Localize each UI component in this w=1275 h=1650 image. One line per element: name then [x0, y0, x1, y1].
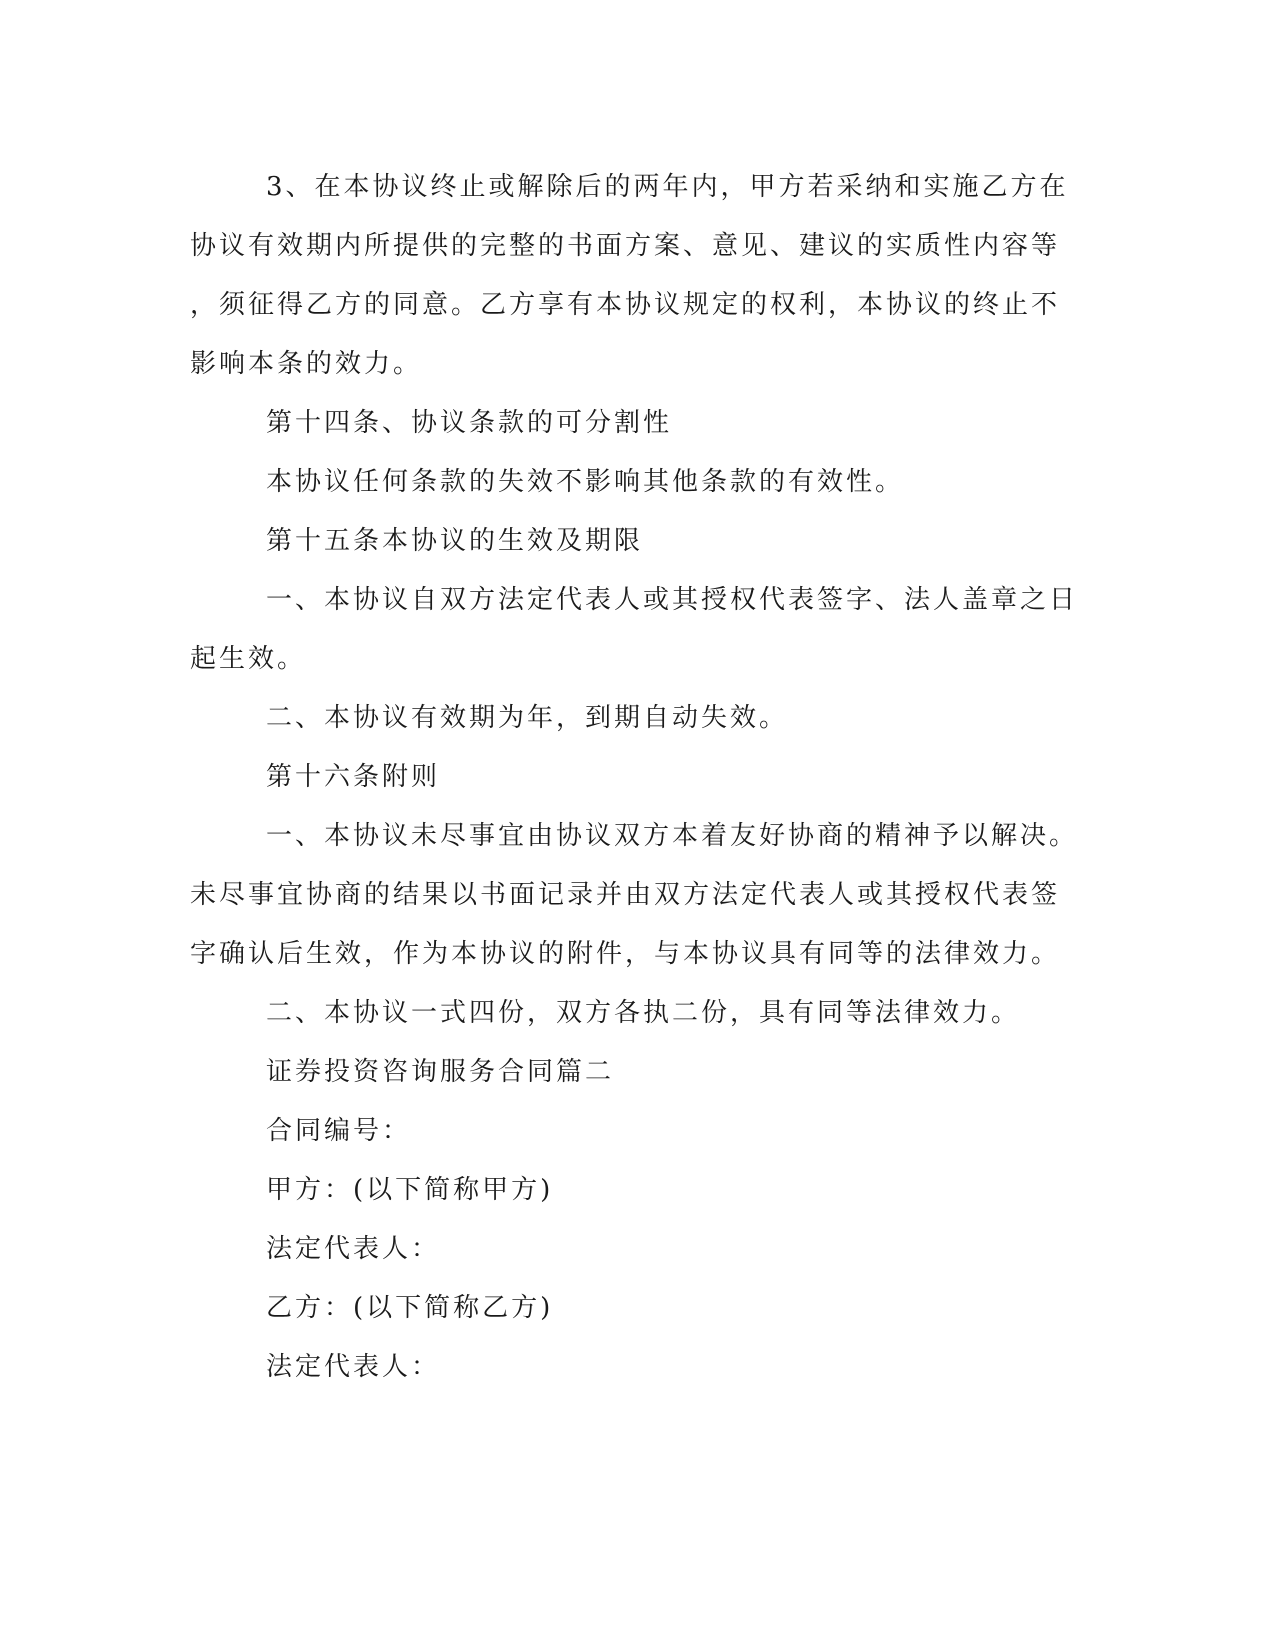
text-line: 第十五条本协议的生效及期限 [266, 526, 644, 556]
field-contract-number [190, 1102, 1080, 1161]
text-line: 证券投资咨询服务合同篇二 [266, 1057, 615, 1087]
text-line: 合同编号： [266, 1116, 412, 1146]
text-line: 字确认后生效，作为本协议的附件，与本协议具有同等的法律效力。 [190, 939, 1061, 969]
text-line: 起生效。 [190, 644, 307, 674]
text-line: 一、本协议自双方法定代表人或其授权代表签字、法人盖章之日 [266, 585, 1079, 615]
text-line: 协议有效期内所提供的完整的书面方案、意见、建议的实质性内容等 [190, 231, 1061, 261]
paragraph-article-15-2 [190, 689, 1080, 748]
text-line: 法定代表人： [266, 1234, 441, 1264]
text-line: 二、本协议一式四份，双方各执二份，具有同等法律效力。 [266, 998, 1021, 1028]
text-line: 本协议任何条款的失效不影响其他条款的有效性。 [266, 467, 905, 497]
text-line: 影响本条的效力。 [190, 349, 423, 379]
field-party-b [190, 1279, 1080, 1338]
heading-contract-part-2 [190, 1043, 1080, 1102]
text-line: ，须征得乙方的同意。乙方享有本协议规定的权利，本协议的终止不 [190, 290, 1061, 320]
field-party-b-legal-rep [190, 1338, 1080, 1397]
heading-article-15 [190, 512, 1080, 571]
text-line: 3、在本协议终止或解除后的两年内，甲方若采纳和实施乙方在 [266, 172, 1069, 202]
text-line: 乙方：(以下简称乙方) [266, 1293, 554, 1323]
paragraph-clause-13-3 [190, 158, 1080, 394]
text-line: 法定代表人： [266, 1352, 441, 1382]
text-line: 一、本协议未尽事宜由协议双方本着友好协商的精神予以解决。 [266, 821, 1079, 851]
text-line: 第十六条附则 [266, 762, 441, 792]
heading-article-16 [190, 748, 1080, 807]
heading-article-14 [190, 394, 1080, 453]
text-line: 第十四条、协议条款的可分割性 [266, 408, 673, 438]
field-party-a-legal-rep [190, 1220, 1080, 1279]
document-body [190, 158, 1080, 1397]
text-line: 未尽事宜协商的结果以书面记录并由双方法定代表人或其授权代表签 [190, 880, 1061, 910]
paragraph-article-16-1 [190, 807, 1080, 984]
paragraph-article-15-1 [190, 571, 1080, 689]
paragraph-article-14-body [190, 453, 1080, 512]
text-line: 二、本协议有效期为年，到期自动失效。 [266, 703, 789, 733]
text-line: 甲方：(以下简称甲方) [266, 1175, 554, 1205]
field-party-a [190, 1161, 1080, 1220]
paragraph-article-16-2 [190, 984, 1080, 1043]
